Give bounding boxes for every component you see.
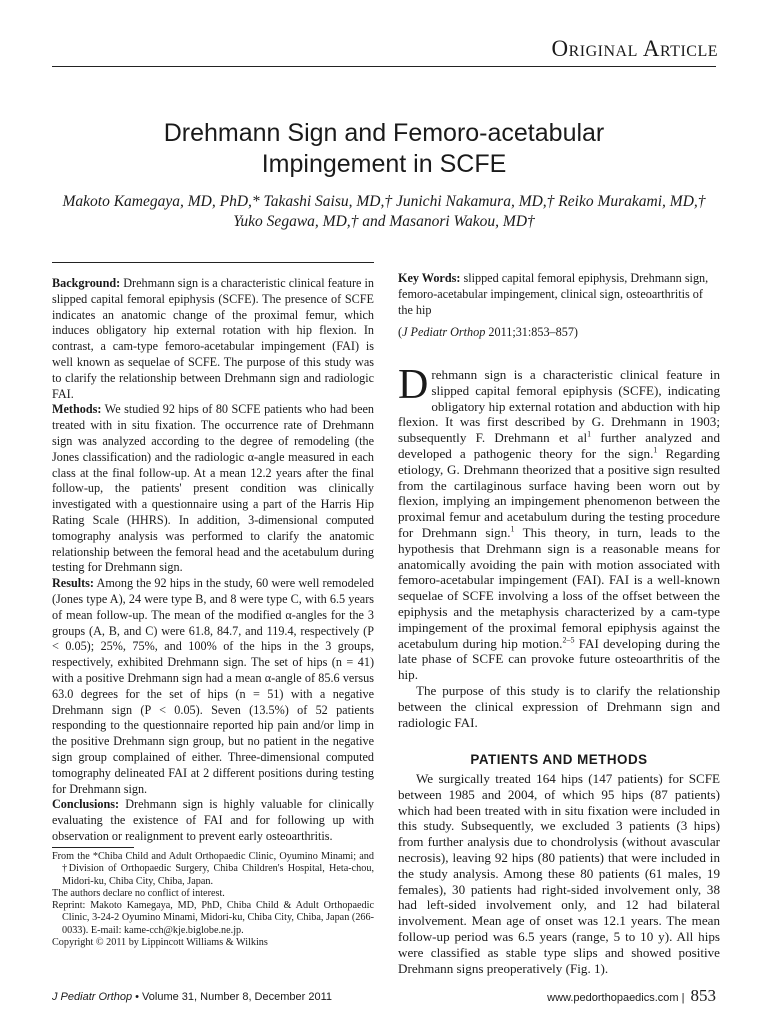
methods-paragraph-1: We surgically treated 164 hips (147 patients) for SCFE between 1985 and 2004, of which 95 hips (87 patients) which had been treated with in situ fixation were included in this study. Subsequently, we excluded 3 patients (3 hips) from further analysis due to chondrolysis (without avascular necrosis), leaving 92 hips (80 patients) that were included in the study analysis. Among these 80 patients (61 males, 19 females), 30 patients had right-sided involvement only, 38 had left-sided involvement only, and 12 had bilateral involvement. Mean age of onset was 12.1 years. The mean follow-up period was 6.5 years (range, 5 to 10 y). All hips were classified as stable type slips and showed positive Drehmann signs preoperatively (Fig. 1). [398, 771, 720, 976]
footer-url: www.pedorthopaedics.com | [547, 992, 685, 1004]
article-title [52, 118, 716, 180]
ref-2-5: 2–5 [562, 635, 575, 645]
authors-line-2: Yuko Segawa, MD,† and Masanori Wakou, MD† [233, 213, 535, 230]
keywords-block [398, 271, 720, 341]
ref-1c: 1 [510, 524, 515, 534]
abstract-results: Results: Among the 92 hips in the study, 60 were well remodeled (Jones type A), 24 were type B, and 8 were type C, with 6.5 years of mean follow-up. The mean of the modified α-angles for the 3 groups (A, B, and C) were 61.8, 84.7, and 119.4, respectively (P < 0.05); 25%, 75%, and 100% of the hips in the 3 groups, respectively, exhibited Drehmann sign. The set of hips (n = 41) with a positive Drehmann sign had a mean α-angle of 85.6 versus 63.0 degrees for the set of hips (n = 51) with a negative Drehmann sign (P < 0.05). Seven (13.5%) of 52 patients responding to the questionnaire reported hip pain and/or limp in the positive Drehmann sign group, but no patient in the negative sign group complained of either. Three-dimensional computed tomography delineated FAI at 2 different positions during testing for Drehmann sign. [52, 576, 374, 796]
abstract [52, 276, 374, 845]
intro-paragraph-2: The purpose of this study is to clarify the relationship between the clinical expression of Drehmann sign and radiologic FAI. [398, 682, 720, 730]
introduction [398, 362, 721, 730]
abstract-top-rule [52, 262, 374, 263]
results-label: Results: [52, 576, 94, 591]
abstract-background: Background: Drehmann sign is a characteristic clinical feature in slipped capital femoral epiphysis (SCFE). The presence of SCFE indicates an anatomic change of the proximal femur, which induces obligatory hip external rotation with hip flexion. In contrast, a cam-type femoro-acetabular impingement (FAI) is well known as sequelae of SCFE. The purpose of this study was to clarify the relationship between Drehmann sign and radiologic FAI. [52, 276, 374, 401]
footnote-reprint: Reprint: Makoto Kamegaya, MD, PhD, Chiba Child & Adult Orthopaedic Clinic, 3-24-2 Oyumino Minami, Midori-ku, Chiba City, Chiba, Japan (266-0033). E-mail: kame-cch@kje.biglobe.ne.jp. [52, 900, 374, 936]
drop-cap: D [398, 362, 429, 408]
keywords-label: Key Words: [398, 271, 461, 285]
intro-paragraph-1: Drehmann sign is a characteristic clinical feature in slipped capital femoral epiphysis (SCFE), indicating obligatory hip external rotation and abduction with hip flexion. It was first described by G. Drehmann in 1903; subsequently F. Drehmann et $al^1$ further analyzed and developed a pathogenic theory for the sign.$^1$ Regarding etiology, G. Drehmann theorized that a positive sign resulted from the cartilaginous surface having been worn out by flexion, implying an impingement phenomenon between the proximal femur and acetabulum during the testing procedure for Drehmann sign.$^1$ This theory, in turn, leads to the hypothesis that Drehmann sign is a reasonable means for anatomically avoiding the pain with motion associated with femoro-acetabular impingement (FAI). FAI is a well-known sequelae of SCFE involving a loss of the offset between the epiphysis and the metaphysis characterized by a cam-type impingement of the proximal femoral epiphysis against the acetabulum during hip motion.$^{2-5}$ FAI developing during the late phase of SCFE can provoke future osteoarthritis of the hip. [398, 362, 721, 683]
methods-label: Methods: [52, 402, 102, 417]
footnote-conflict: The authors declare no conflict of interest. [52, 887, 225, 899]
citation: (J Pediatr Orthop 2011;31:853–857) [398, 325, 578, 340]
patients-methods-body [398, 771, 720, 976]
footer-journal-info: J Pediatr Orthop • Volume 31, Number 8, December 2011 [52, 991, 333, 1003]
ref-1b: 1 [653, 445, 658, 455]
background-label: Background: [52, 276, 121, 290]
keywords: Key Words: slipped capital femoral epiphysis, Drehmann sign, femoro-acetabular impingement, clinical sign, osteoarthritis of the hip [398, 271, 709, 317]
footnote-copyright: Copyright © 2011 by Lippincott Williams & Wilkins [52, 937, 268, 949]
title-line-2: Impingement in SCFE [261, 150, 507, 178]
author-list [40, 192, 728, 232]
footnote-affiliation: From the *Chiba Child and Adult Orthopaedic Clinic, Oyumino Minami; and †Division of Orthopaedic Surgery, Chiba Children's Hospital, Heta-chou, Midori-ku, Chiba City, Chiba, Japan. [52, 851, 374, 887]
abstract-methods: Methods: We studied 92 hips of 80 SCFE patients who had been treated with in situ fixation. The occurrence rate of Drehmann sign was analyzed according to the degree of remodeling (the Jones classification) and the radiologic α-angle measured in each class at the final follow-up. At a mean 12.2 years after the final follow-up, the patients' present condition was clinically investigated with a questionnaire using a part of the Harris Hip Rating Scale (HHRS). In addition, 3-dimensional computed tomography analysis was performed to clarify the anatomic relationship between the femoral head and the acetabulum during testing for Drehmann sign. [52, 402, 374, 575]
authors-line-1: Makoto Kamegaya, MD, PhD,* Takashi Saisu, MD,† Junichi Nakamura, MD,† Reiko Murakami, MD,† [62, 193, 706, 210]
footnote-rule [52, 847, 134, 848]
header-rule [52, 66, 716, 67]
abstract-conclusions: Conclusions: Drehmann sign is highly valuable for clinically evaluating the existence of FAI and for following up with observation or realignment to prevent early osteoarthritis. [52, 797, 374, 843]
conclusions-label: Conclusions: [52, 797, 120, 812]
page-number: 853 [690, 986, 716, 1005]
section-heading-patients-methods: PATIENTS AND METHODS [470, 752, 648, 767]
title-line-1: Drehmann Sign and Femoro-acetabular [163, 119, 605, 147]
footer-page-info [547, 986, 716, 1006]
footnotes [52, 851, 374, 949]
section-label: Original Article [551, 36, 718, 61]
ref-1: 1 [587, 429, 592, 439]
